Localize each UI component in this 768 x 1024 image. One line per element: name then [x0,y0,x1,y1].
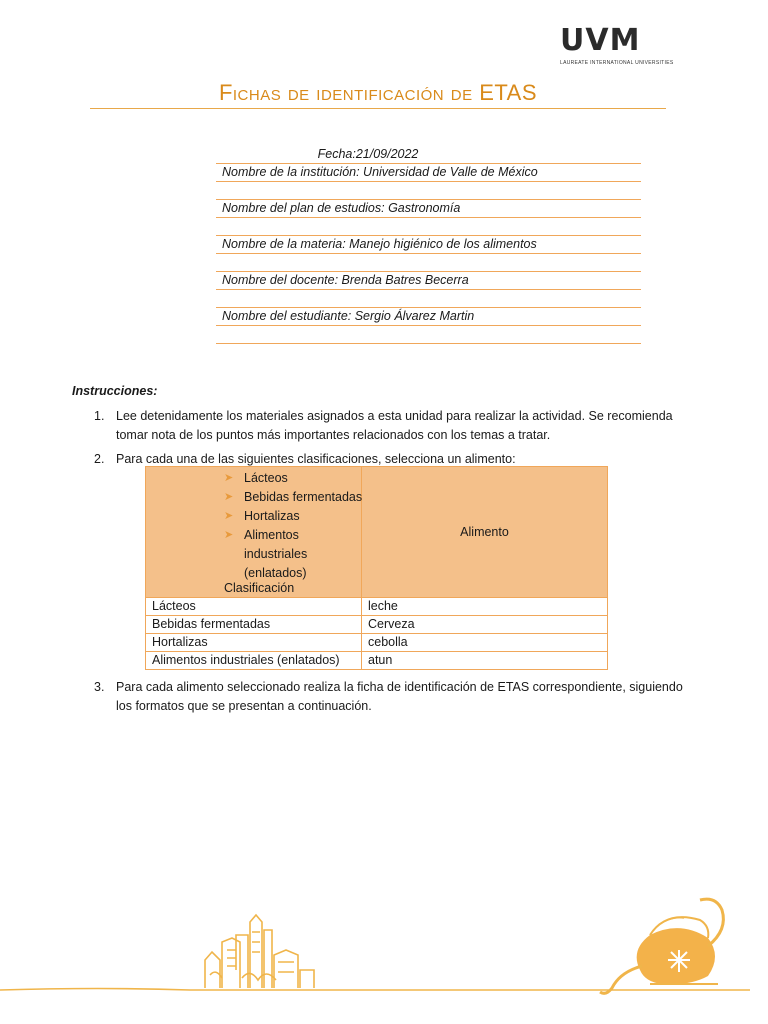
form-line [216,271,641,272]
teacher-field: Nombre del docente: Brenda Batres Becerra [222,273,469,287]
form-line [216,181,641,182]
arrow-bullet-icon: ➤ [224,529,234,541]
page-title: Fichas de identificación de ETAS [218,80,538,105]
teapot-icon [600,899,723,993]
food-cell: leche [362,598,608,616]
table-row [146,652,608,670]
arrow-bullet-icon: ➤ [224,491,234,503]
institution-field: Nombre de la institución: Universidad de Valle de México [222,165,538,179]
form-line [216,289,641,290]
table-row [146,616,608,634]
classification-cell: Hortalizas [146,634,362,652]
header-food-cell: Alimento [362,467,608,598]
study-plan-field: Nombre del plan de estudios: Gastronomía [222,201,461,215]
uvm-logo [560,23,674,70]
city-teapot-illustration [0,860,768,1024]
header-classification-label: Clasificación [224,581,295,595]
form-line [216,343,641,344]
food-cell: cebolla [362,634,608,652]
classification-table [145,466,608,670]
logo-text: UVM [560,23,641,58]
food-cell: atun [362,652,608,670]
header-classification-cell: ➤ Lácteos ➤ Bebidas fermentadas ➤ Hortalizas ➤ Alimentos industriales (enlatados) Clasificación [146,467,362,598]
instruction-step [94,407,694,445]
food-cell: Cerveza [362,616,608,634]
classification-cell: Alimentos industriales (enlatados) [146,652,362,670]
student-field: Nombre del estudiante: Sergio Álvarez Martin [222,309,475,323]
form-line [216,325,641,326]
logo-subtitle: LAUREATE INTERNATIONAL UNIVERSITIES [560,60,674,66]
form-line [216,163,641,164]
form-line [216,307,641,308]
instruction-step [94,678,694,716]
classification-cell: Bebidas fermentadas [146,616,362,634]
step-text: Lee detenidamente los materiales asignados a esta unidad para realizar la actividad. Se recomienda tomar nota de los puntos más importantes relacionados con los temas a tratar. [116,409,673,442]
step-text: Para cada alimento seleccionado realiza la ficha de identificación de ETAS correspondiente, siguiendo los formatos que se presentan a continuación. [116,680,683,713]
title-divider [90,108,666,109]
form-line [216,253,641,254]
arrow-bullet-icon: ➤ [224,510,234,522]
step-text: Para cada una de las siguientes clasificaciones, selecciona un alimento: [116,452,516,466]
step-number: 3. [94,680,105,694]
form-line [216,217,641,218]
date-field: Fecha:21/09/2022 [317,147,419,161]
step-number: 1. [94,409,105,423]
table-row [146,634,608,652]
instructions-heading: Instrucciones: [72,384,158,398]
step-number: 2. [94,452,105,466]
form-line [216,235,641,236]
form-line [216,199,641,200]
subject-field: Nombre de la materia: Manejo higiénico de los alimentos [222,237,537,251]
table-header-row [146,467,608,598]
table-row [146,598,608,616]
arrow-bullet-icon: ➤ [224,472,234,484]
classification-cell: Lácteos [146,598,362,616]
